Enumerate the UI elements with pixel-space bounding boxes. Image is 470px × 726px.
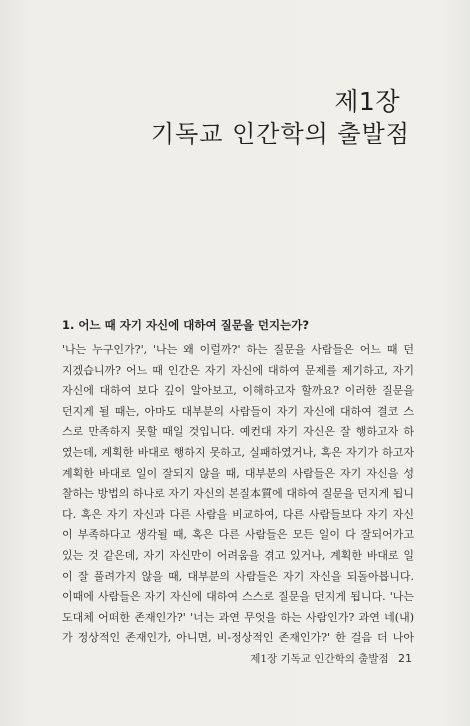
page-footer (250, 651, 412, 666)
body-line: 있는 것 같은데, 자기 자신만이 어려움을 겪고 있거나, 계획한 바대로 일 (62, 548, 414, 562)
body-line: 계획한 바대로 일이 잘되지 않을 때, 대부분의 사람들은 자기 자신을 성 (62, 466, 414, 480)
body-line: 이때에 사람들은 자기 자신에 대하여 스스로 질문을 던지게 됩니다. '나는 (62, 590, 414, 604)
body-line: 지겠습니까? 어느 때 인간은 자기 자신에 대하여 문제를 제기하고, 자기 (62, 363, 414, 377)
body-line: 찰하는 방법의 하나로 자기 자신의 본질本質에 대하여 질문을 던지게 됩니 (62, 487, 414, 501)
body-line: 이 부족하다고 생각될 때, 혹은 다른 사람들은 모든 일이 다 잘되어가고 (62, 528, 414, 542)
running-title: 제1장 기독교 인간학의 출발점 (250, 653, 389, 665)
body-line: 가 정상적인 존재인가, 아니면, 비-정상적인 존재인가?' 한 걸음 더 나아 (62, 631, 414, 645)
body-line: 스로 만족하지 못할 때일 것입니다. 예컨대 자기 자신은 잘 행하고자 하 (62, 425, 414, 439)
chapter-number: 제1장 (334, 87, 400, 116)
body-text (62, 340, 414, 649)
body-line: 였는데, 계획한 바대로 행하지 못하고, 실패하였거나, 혹은 자기가 하고자 (62, 445, 414, 459)
body-line: 다. 혹은 자기 자신과 다른 사람을 비교하여, 다른 사람들보다 자기 자신 (62, 507, 414, 521)
body-line: 도대체 어떠한 존재인가?' '너는 과연 무엇을 하는 사람인가? 과연 네(내) (62, 610, 414, 624)
chapter-title: 기독교 인간학의 출발점 (150, 120, 410, 148)
page-number: 21 (398, 652, 412, 665)
body-line: 이 잘 풀려가지 않을 때, 대부분의 사람들은 자기 자신을 되돌아봅니다. (62, 569, 414, 583)
body-line: 자신에 대하여 보다 깊이 알아보고, 이해하고자 할까요? 이러한 질문을 (62, 384, 414, 398)
body-line: 던지게 될 때는, 아마도 대부분의 사람들이 자기 자신에 대하여 결코 스 (62, 404, 414, 418)
section-heading: 1. 어느 때 자기 자신에 대하여 질문을 던지는가? (62, 318, 310, 332)
body-line: '나는 누구인가?', '나는 왜 이럴까?' 하는 질문을 사람들은 어느 때 던 (62, 343, 414, 356)
